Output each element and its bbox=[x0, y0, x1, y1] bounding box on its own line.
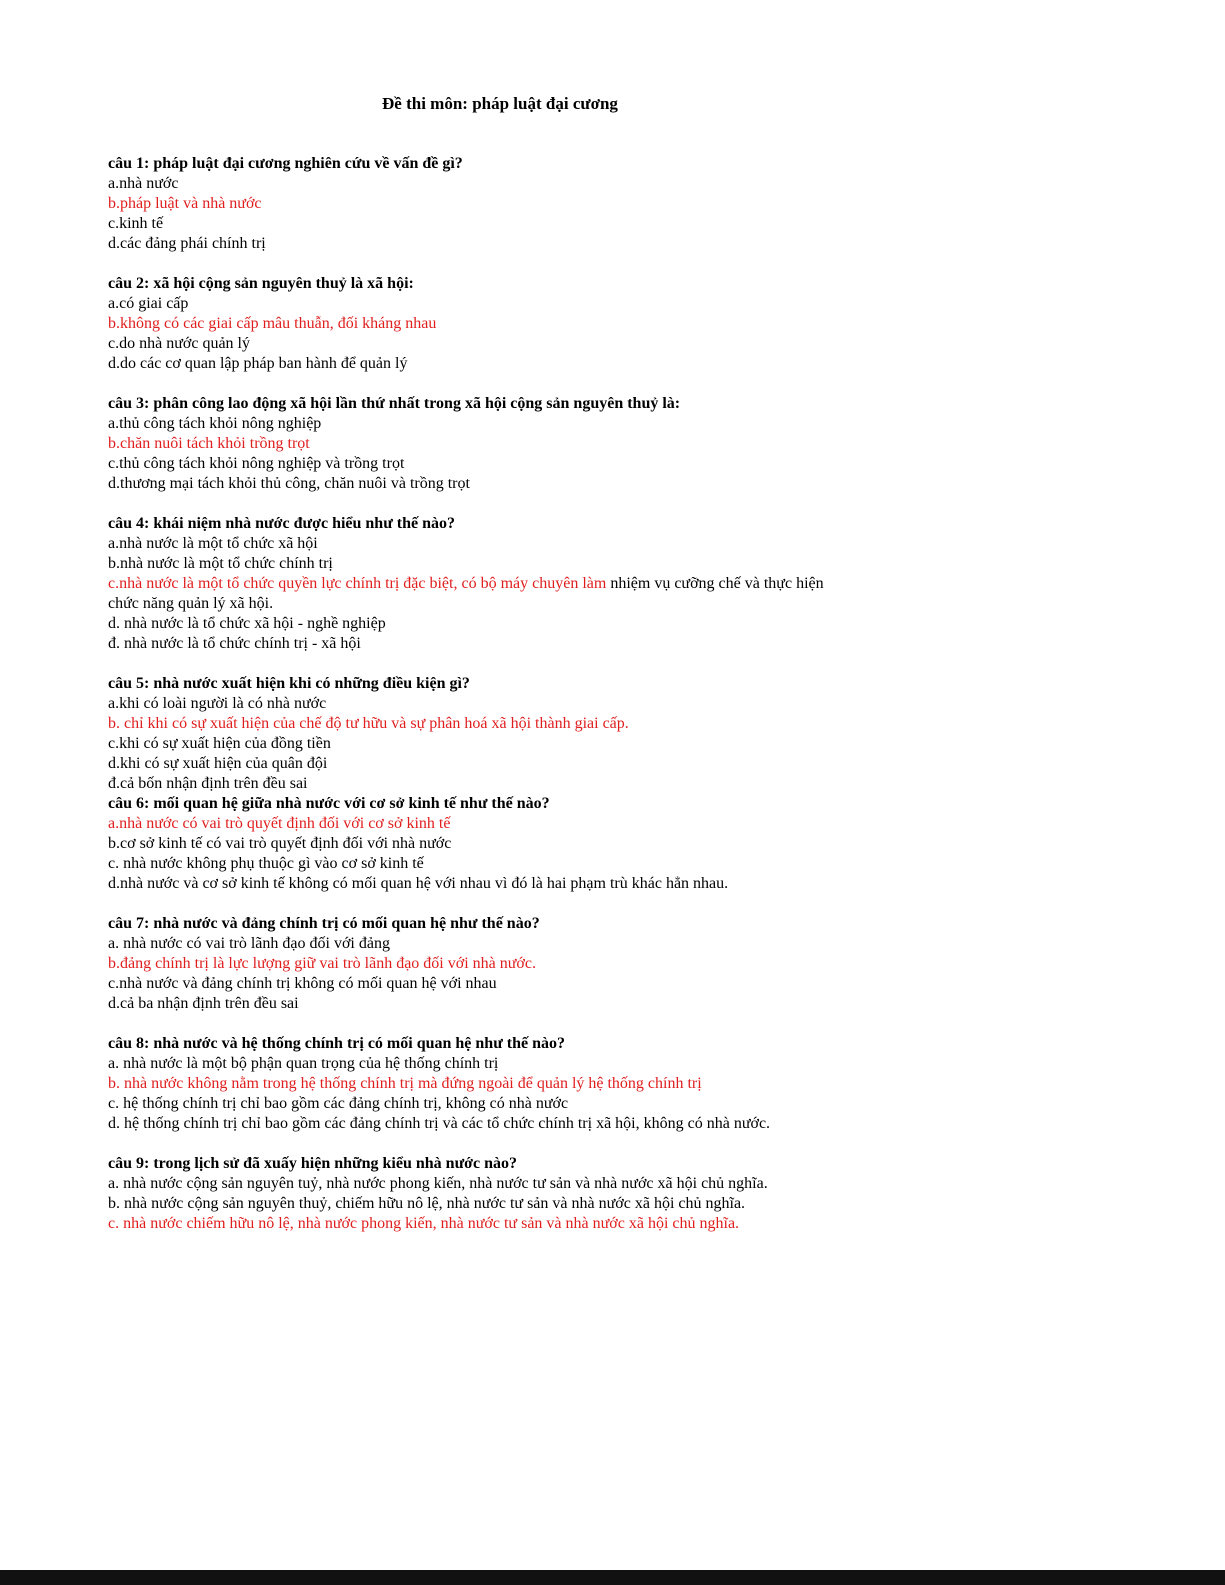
answer-option: c. hệ thống chính trị chỉ bao gồm các đảng chính trị, không có nhà nước bbox=[108, 1095, 569, 1112]
correct-answer: b.đảng chính trị là lực lượng giữ vai trò lãnh đạo đối với nhà nước. bbox=[108, 955, 536, 972]
answer-option: d.cả ba nhận định trên đều sai bbox=[108, 995, 299, 1012]
question-6 bbox=[108, 794, 1168, 894]
answer-option: a. nhà nước cộng sản nguyên tuỷ, nhà nước phong kiến, nhà nước tư sản và nhà nước xã hội chủ nghĩa. bbox=[108, 1175, 768, 1192]
answer-option: c.do nhà nước quản lý bbox=[108, 335, 250, 352]
answer-option: d.do các cơ quan lập pháp ban hành để quản lý bbox=[108, 355, 408, 372]
question-9 bbox=[108, 1154, 1168, 1234]
question-text: câu 8: nhà nước và hệ thống chính trị có mối quan hệ như thế nào? bbox=[108, 1035, 566, 1052]
question-text: câu 1: pháp luật đại cương nghiên cứu về vấn đề gì? bbox=[108, 155, 463, 172]
answer-option-c bbox=[108, 574, 1168, 594]
correct-answer: a.nhà nước có vai trò quyết định đối với cơ sở kinh tế bbox=[108, 815, 451, 832]
correct-answer: c.nhà nước là một tổ chức quyền lực chính trị đặc biệt, có bộ máy chuyên làm bbox=[108, 575, 607, 592]
answer-option: d.thương mại tách khỏi thủ công, chăn nuôi và trồng trọt bbox=[108, 475, 470, 492]
answer-option: đ. nhà nước là tổ chức chính trị - xã hội bbox=[108, 635, 361, 652]
answer-option: c.khi có sự xuất hiện của đồng tiền bbox=[108, 735, 331, 752]
answer-option: d.các đảng phái chính trị bbox=[108, 235, 266, 252]
question-3 bbox=[108, 394, 1168, 494]
question-text: câu 3: phân công lao động xã hội lần thứ nhất trong xã hội cộng sản nguyên thuỷ là: bbox=[108, 395, 681, 412]
page-bottom-border bbox=[0, 1570, 1225, 1585]
answer-option: đ.cả bốn nhận định trên đều sai bbox=[108, 775, 308, 792]
answer-option: a.nhà nước bbox=[108, 175, 179, 192]
question-list bbox=[108, 154, 1168, 1254]
answer-option: c.nhà nước và đảng chính trị không có mối quan hệ với nhau bbox=[108, 975, 497, 992]
question-text: câu 2: xã hội cộng sản nguyên thuỷ là xã hội: bbox=[108, 275, 414, 292]
question-2 bbox=[108, 274, 1168, 374]
answer-option: b.nhà nước là một tổ chức chính trị bbox=[108, 555, 333, 572]
question-text: câu 9: trong lịch sử đã xuấy hiện những kiểu nhà nước nào? bbox=[108, 1155, 518, 1172]
question-4 bbox=[108, 514, 1168, 654]
question-5 bbox=[108, 674, 1168, 794]
question-text: câu 6: mối quan hệ giữa nhà nước với cơ sở kinh tế như thế nào? bbox=[108, 795, 550, 812]
correct-answer: b.chăn nuôi tách khỏi trồng trọt bbox=[108, 435, 310, 452]
question-7 bbox=[108, 914, 1168, 1014]
answer-option: b. nhà nước cộng sản nguyên thuỷ, chiếm hữu nô lệ, nhà nước tư sản và nhà nước xã hội chủ nghĩa. bbox=[108, 1195, 746, 1212]
answer-option: a.thủ công tách khỏi nông nghiệp bbox=[108, 415, 322, 432]
answer-option: a.nhà nước là một tổ chức xã hội bbox=[108, 535, 318, 552]
answer-option: a. nhà nước có vai trò lãnh đạo đối với đảng bbox=[108, 935, 390, 952]
correct-answer: b. chỉ khi có sự xuất hiện của chế độ tư hữu và sự phân hoá xã hội thành giai cấp. bbox=[108, 715, 629, 732]
question-text: câu 5: nhà nước xuất hiện khi có những điều kiện gì? bbox=[108, 675, 470, 692]
answer-option: d.nhà nước và cơ sở kinh tế không có mối quan hệ với nhau vì đó là hai phạm trù khác hẳn nhau. bbox=[108, 875, 729, 892]
answer-option: d. nhà nước là tổ chức xã hội - nghề nghiệp bbox=[108, 615, 386, 632]
answer-option: d. hệ thống chính trị chỉ bao gồm các đảng chính trị và các tổ chức chính trị xã hội, không có nhà nước. bbox=[108, 1115, 771, 1132]
answer-option: a. nhà nước là một bộ phận quan trọng của hệ thống chính trị bbox=[108, 1055, 499, 1072]
correct-answer: b.không có các giai cấp mâu thuẫn, đối kháng nhau bbox=[108, 315, 437, 332]
question-1 bbox=[108, 154, 1168, 254]
answer-option: c.thủ công tách khỏi nông nghiệp và trồng trọt bbox=[108, 455, 405, 472]
correct-answer: b.pháp luật và nhà nước bbox=[108, 195, 262, 212]
question-text: câu 7: nhà nước và đảng chính trị có mối quan hệ như thế nào? bbox=[108, 915, 540, 932]
answer-option: b.cơ sở kinh tế có vai trò quyết định đối với nhà nước bbox=[108, 835, 452, 852]
correct-answer: c. nhà nước chiếm hữu nô lệ, nhà nước phong kiến, nhà nước tư sản và nhà nước xã hội chủ nghĩa. bbox=[108, 1215, 740, 1232]
answer-option: a.có giai cấp bbox=[108, 295, 189, 312]
answer-option: c.kinh tế bbox=[108, 215, 164, 232]
answer-option: c. nhà nước không phụ thuộc gì vào cơ sở kinh tế bbox=[108, 855, 424, 872]
question-text: câu 4: khái niệm nhà nước được hiểu như thế nào? bbox=[108, 515, 456, 532]
answer-option-c-line2: chức năng quản lý xã hội. bbox=[108, 595, 274, 612]
answer-continuation: nhiệm vụ cưỡng chế và thực hiện bbox=[606, 575, 824, 592]
answer-option: d.khi có sự xuất hiện của quân đội bbox=[108, 755, 328, 772]
correct-answer: b. nhà nước không nằm trong hệ thống chính trị mà đứng ngoài để quản lý hệ thống chính trị bbox=[108, 1075, 702, 1092]
document-title: Đề thi môn: pháp luật đại cương bbox=[382, 94, 618, 113]
question-8 bbox=[108, 1034, 1168, 1134]
answer-option: a.khi có loài người là có nhà nước bbox=[108, 695, 327, 712]
